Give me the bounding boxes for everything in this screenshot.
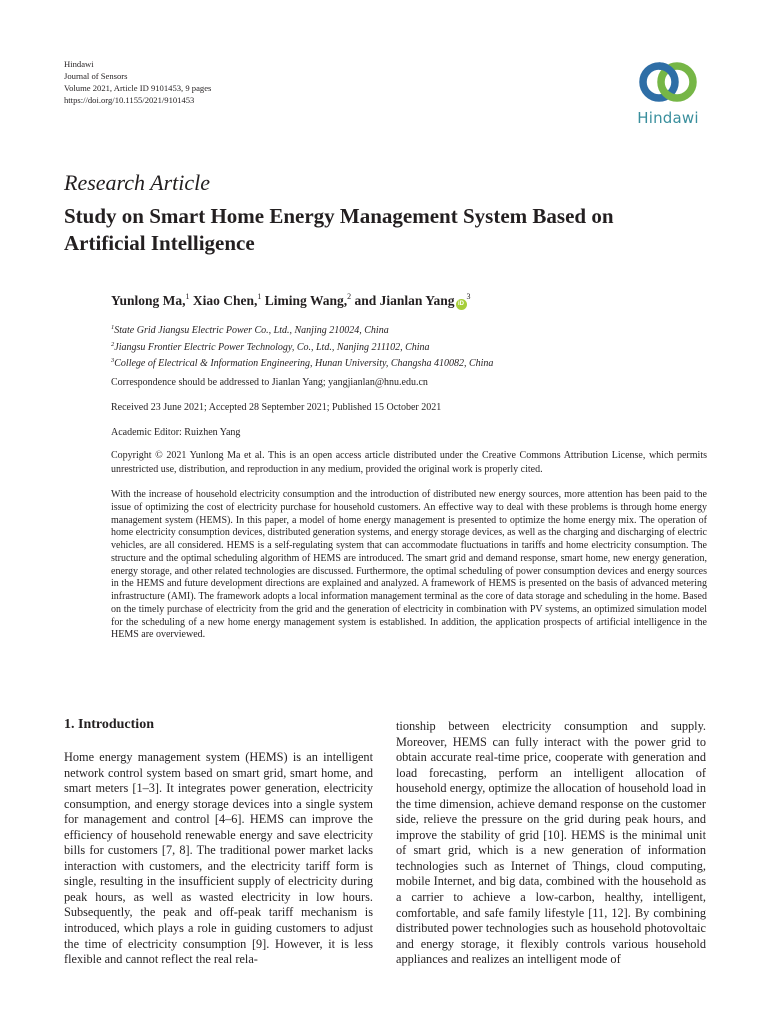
affiliation-item xyxy=(111,321,493,338)
abstract: With the increase of household electricity consumption and the introduction of distributed new energy sources, more attention has been paid to the issue of optimizing the cost of electricity purchase for household customers. An effective way to deal with these problems is through home energy management system (HEMS). In this paper, a model of home energy management is presented to optimize the home energy mix. The operation of home electricity consumption devices, distributed generation systems, and energy storage devices, as well as the charging and discharging of electric vehicles, are all considered. HEMS is a self-regulating system that can accommodate fluctuations in tariffs and home electricity consumption. The structure and the optimal scheduling algorithm of HEMS are introduced. The smart grid and demand response, smart home, new energy generation, energy storage, and other related technologies are discussed. Furthermore, the optimal scheduling of power consumption devices and energy sources in the HEMS and future development directions are explained and analyzed. A framework of HEMS is presented on the basis of advanced metering infrastructure (AMI). The framework adopts a local information management terminal as the core of data storage and scheduling in the home. Based on the timely purchase of electricity from the grid and the generation of electricity in combination with PV systems, an optimized simulation model for the scheduling of a new home energy management system is established. In addition, the application prospects of artificial intelligence in the HEMS are overviewed. xyxy=(111,489,707,641)
volume-info: Volume 2021, Article ID 9101453, 9 pages xyxy=(64,83,212,93)
author-list xyxy=(111,292,471,310)
author-name[interactable]: and Jianlan Yang xyxy=(354,293,455,308)
affiliation-text: College of Electrical & Information Engineering, Hunan University, Changsha 410082, China xyxy=(114,358,494,369)
section-heading: 1. Introduction xyxy=(64,717,154,732)
affiliation-item xyxy=(111,354,493,371)
article-type: Research Article xyxy=(64,170,211,195)
author-affil-ref: 3 xyxy=(466,292,471,301)
article-title: Study on Smart Home Energy Management System Based on Artificial Intelligence xyxy=(64,204,614,255)
orcid-icon[interactable]: iD xyxy=(456,299,467,310)
affiliation-text: Jiangsu Frontier Electric Power Technology, Co., Ltd., Nanjing 211102, China xyxy=(114,341,430,353)
publication-dates: Received 23 June 2021; Accepted 28 September 2021; Published 15 October 2021 xyxy=(111,402,442,413)
publisher-name: Hindawi xyxy=(64,59,94,69)
author-name[interactable]: Xiao Chen, xyxy=(192,293,258,308)
author-name[interactable]: Yunlong Ma, xyxy=(111,293,186,308)
journal-info xyxy=(64,58,211,106)
body-text-left-column: Home energy management system (HEMS) is an intelligent network control system based on smart grid, smart home, and smart meters [1–3]. It integrates power generation, electricity consumption, and energy storage devices into a single system for management and control [4–6]. HEMS can improve the efficiency of household renewable energy and save electricity bills for customers [7, 8]. The traditional power market lacks interaction with customers, and the electricity tariff form is single, resulting in the insufficient supply of electricity during peak hours, as well as wasted electricity in low hours. Subsequently, the peak and off-peak tariff mechanism is introduced, which plays a role in guiding customers to adjust the time of electricity consumption [9]. However, it is less flexible and cannot reflect the real rela- xyxy=(64,750,373,967)
author-affil-ref: 2 xyxy=(347,292,352,301)
hindawi-logo-icon xyxy=(639,58,697,106)
affiliation-number: 2 xyxy=(111,340,115,348)
author-affil-ref: 1 xyxy=(257,292,262,301)
body-text-right-column: tionship between electricity consumption and supply. Moreover, HEMS can fully interact with the power grid to obtain accurate real-time price, cooperate with generation and load forecasting, perform an intelligent allocation of household energy, optimize the allocation of household load in the time dimension, achieve demand response on the customer side, relieve the pressure on the grid during peak hours, and improve the stability of grid [10]. HEMS is the minimal unit of smart grid, which is a new generation of information technologies such as Internet of Things, cloud computing, mobile Internet, and big data, combined with the household as a carrier to achieve a low-carbon, healthy, intelligent, comfortable, and safe family lifestyle [11, 12]. By combining distributed power technologies such as household photovoltaic and energy storage, it flexibly controls various household appliances and realizes an intelligent mode of xyxy=(396,719,706,967)
doi-link[interactable]: https://doi.org/10.1155/2021/9101453 xyxy=(64,95,195,105)
affiliation-number: 1 xyxy=(111,324,115,331)
hindawi-logo xyxy=(628,58,708,132)
hindawi-wordmark: Hindawi xyxy=(637,109,699,127)
author-name[interactable]: Liming Wang, xyxy=(264,293,348,308)
affiliation-item xyxy=(111,338,493,355)
affiliation-list xyxy=(111,321,493,371)
academic-editor: Academic Editor: Ruizhen Yang xyxy=(111,427,241,438)
journal-name: Journal of Sensors xyxy=(64,71,128,81)
affiliation-number: 3 xyxy=(111,357,115,364)
author-affil-ref: 1 xyxy=(185,292,190,301)
correspondence: Correspondence should be addressed to Jianlan Yang; yangjianlan@hnu.edu.cn xyxy=(111,377,428,388)
copyright-notice: Copyright © 2021 Yunlong Ma et al. This is an open access article distributed under the Creative Commons Attribution License, which permits unrestricted use, distribution, and reproduction in any medium, provided the original work is properly cited. xyxy=(111,450,707,475)
affiliation-text: State Grid Jiangsu Electric Power Co., Ltd., Nanjing 210024, China xyxy=(114,325,389,336)
